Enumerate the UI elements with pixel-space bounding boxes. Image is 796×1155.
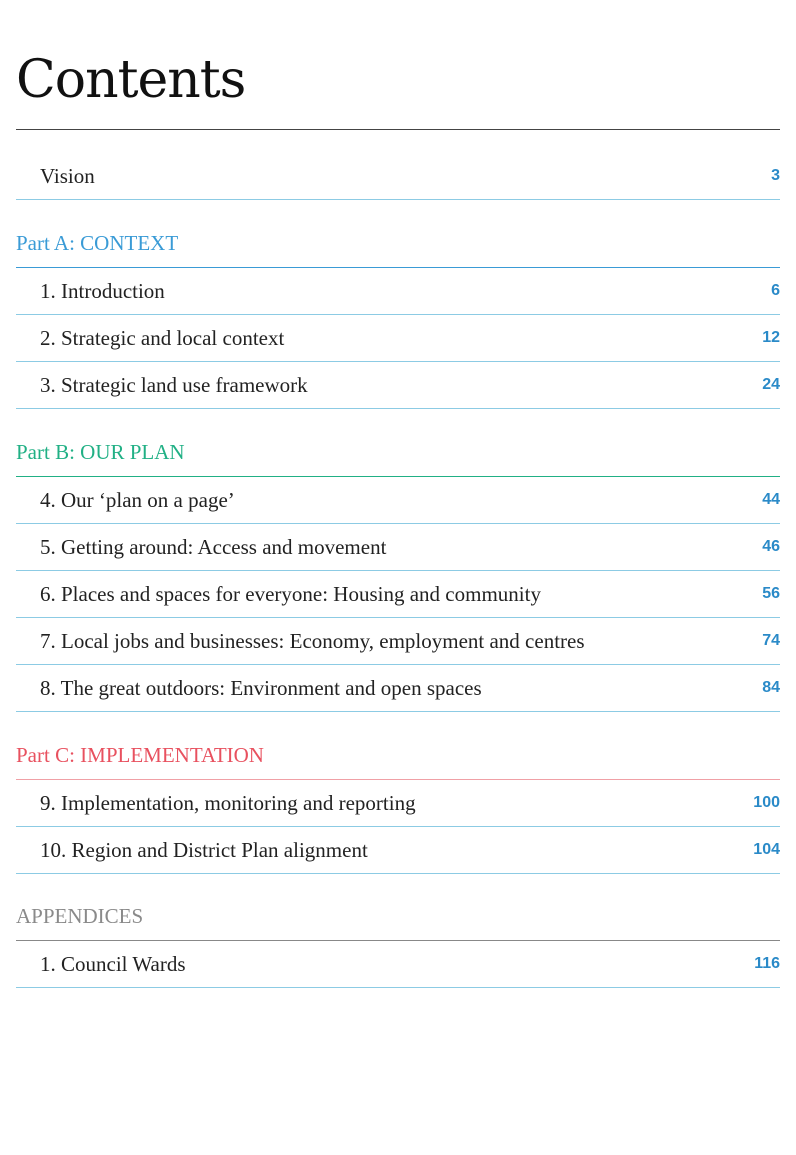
toc-page-number: 116 xyxy=(754,955,780,972)
toc-entry-label: 5. Getting around: Access and movement xyxy=(40,534,387,559)
toc-entry-label: 4. Our ‘plan on a page’ xyxy=(40,487,235,512)
toc-entry[interactable] xyxy=(16,618,780,664)
toc-entry[interactable] xyxy=(16,827,780,873)
row-divider xyxy=(16,408,780,409)
toc-entry-label: 9. Implementation, monitoring and reporting xyxy=(40,790,416,815)
row-divider xyxy=(16,987,780,988)
toc-page-number: 3 xyxy=(771,167,780,184)
toc-entry[interactable] xyxy=(16,571,780,617)
toc-entry-label: 1. Council Wards xyxy=(40,951,186,976)
toc-page-number: 56 xyxy=(762,585,780,602)
row-divider xyxy=(16,199,780,200)
toc-entry[interactable] xyxy=(16,362,780,408)
toc-page-number: 84 xyxy=(762,679,780,696)
toc-entry-label: Vision xyxy=(40,163,95,188)
toc-page-number: 46 xyxy=(762,538,780,555)
toc-page-number: 24 xyxy=(762,376,780,393)
toc-entry[interactable] xyxy=(16,941,780,987)
toc-entry-vision[interactable] xyxy=(16,153,780,199)
toc-entry[interactable] xyxy=(16,524,780,570)
toc-entry-label: 8. The great outdoors: Environment and open spaces xyxy=(40,675,482,700)
toc-entry-label: 7. Local jobs and businesses: Economy, employment and centres xyxy=(40,628,585,653)
row-divider xyxy=(16,873,780,874)
toc-entry[interactable] xyxy=(16,665,780,711)
toc-entry-label: 10. Region and District Plan alignment xyxy=(40,837,368,862)
toc-entry-label: 6. Places and spaces for everyone: Housing and community xyxy=(40,581,541,606)
row-divider xyxy=(16,711,780,712)
toc-page-number: 44 xyxy=(762,491,780,508)
toc-entry-label: 2. Strategic and local context xyxy=(40,325,285,350)
toc-entry[interactable] xyxy=(16,268,780,314)
toc-entry[interactable] xyxy=(16,477,780,523)
section-heading-part-a: Part A: CONTEXT xyxy=(16,230,179,255)
toc-page-number: 100 xyxy=(753,794,780,811)
toc-entry[interactable] xyxy=(16,780,780,826)
section-heading-part-c: Part C: IMPLEMENTATION xyxy=(16,742,264,767)
toc-page-number: 12 xyxy=(762,329,780,346)
toc-page-number: 6 xyxy=(771,282,780,299)
toc-entry-label: 1. Introduction xyxy=(40,278,165,303)
page-title: Contents xyxy=(16,50,246,110)
section-heading-appendices: APPENDICES xyxy=(16,903,144,928)
toc-page-number: 104 xyxy=(753,841,780,858)
toc-entry-label: 3. Strategic land use framework xyxy=(40,372,308,397)
toc-page-number: 74 xyxy=(762,632,780,649)
toc-entry[interactable] xyxy=(16,315,780,361)
title-divider xyxy=(16,129,780,130)
section-heading-part-b: Part B: OUR PLAN xyxy=(16,439,185,464)
